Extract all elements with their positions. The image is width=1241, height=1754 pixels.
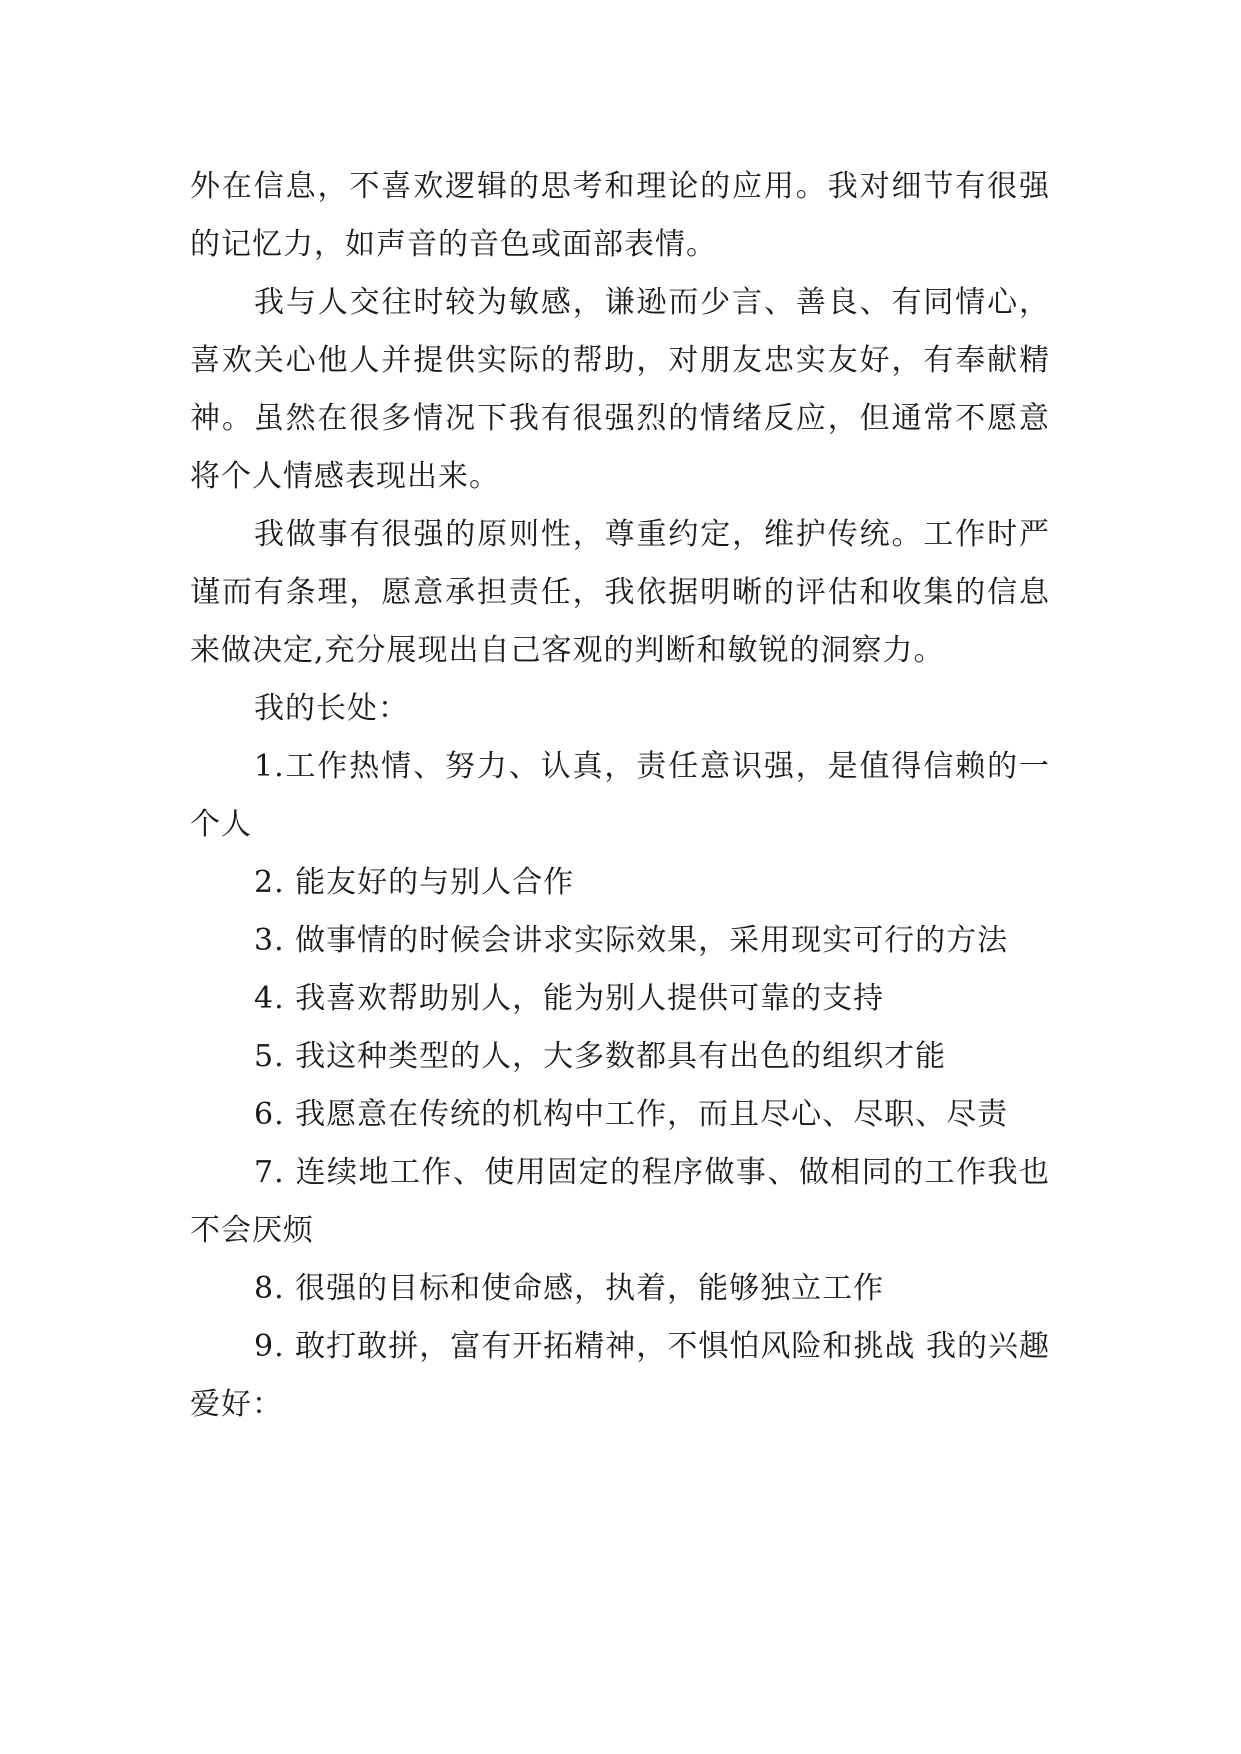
strength-item-9: 9. 敢打敢拼，富有开拓精神，不惧怕风险和挑战 我的兴趣爱好： bbox=[190, 1329, 1050, 1422]
strength-item-2: 2. 能友好的与别人合作 bbox=[254, 865, 575, 900]
strength-item-6: 6. 我愿意在传统的机构中工作，而且尽心、尽职、尽责 bbox=[254, 1097, 1009, 1132]
strength-item-4: 4. 我喜欢帮助别人，能为别人提供可靠的支持 bbox=[254, 981, 885, 1016]
paragraph-work-style: 我做事有很强的原则性，尊重约定，维护传统。工作时严谨而有条理，愿意承担责任，我依据明晰的评估和收集的信息来做决定,充分展现出自己客观的判断和敏锐的洞察力。 bbox=[190, 517, 1050, 668]
document-body bbox=[190, 158, 1050, 1434]
paragraph-personality: 我与人交往时较为敏感，谦逊而少言、善良、有同情心，喜欢关心他人并提供实际的帮助，对朋友忠实友好，有奉献精神。虽然在很多情况下我有很强烈的情绪反应，但通常不愿意将个人情感表现出来。 bbox=[190, 285, 1050, 494]
strengths-heading: 我的长处： bbox=[254, 691, 409, 726]
strength-item-1: 1.工作热情、努力、认真，责任意识强，是值得信赖的一个人 bbox=[190, 749, 1050, 842]
strength-item-5: 5. 我这种类型的人，大多数都具有出色的组织才能 bbox=[254, 1039, 947, 1074]
paragraph-continuation: 外在信息，不喜欢逻辑的思考和理论的应用。我对细节有很强的记忆力，如声音的音色或面部表情。 bbox=[190, 169, 1050, 262]
strength-item-7: 7. 连续地工作、使用固定的程序做事、做相同的工作我也不会厌烦 bbox=[190, 1155, 1050, 1248]
strength-item-8: 8. 很强的目标和使命感，执着，能够独立工作 bbox=[254, 1271, 885, 1306]
strength-item-3: 3. 做事情的时候会讲求实际效果，采用现实可行的方法 bbox=[254, 923, 1009, 958]
